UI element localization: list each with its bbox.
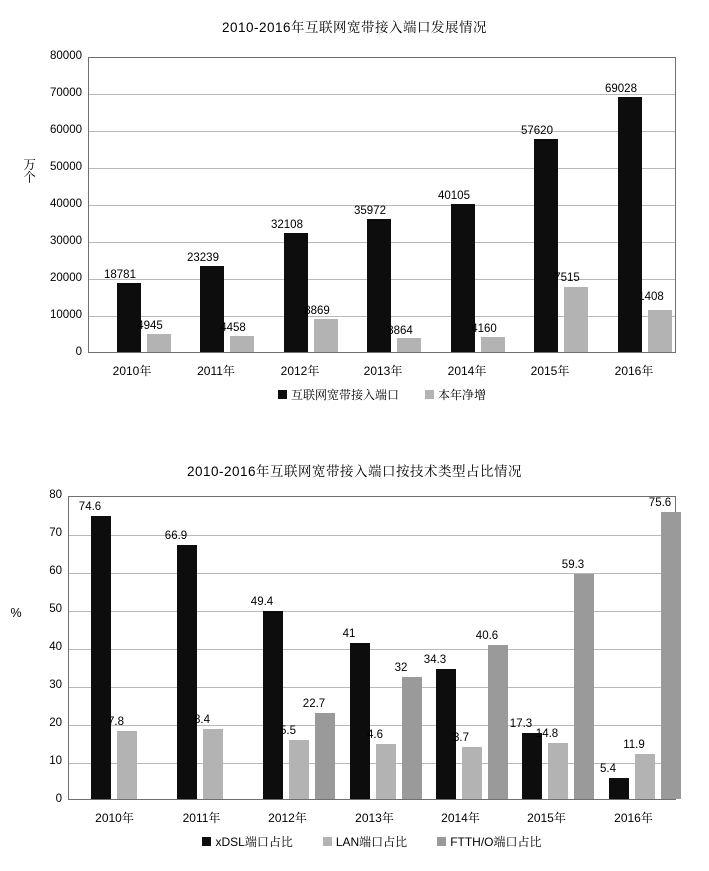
bar-ftth-2016 — [661, 512, 681, 799]
bar-series2-2015 — [564, 287, 588, 352]
legend-label: FTTH/O端口占比 — [450, 835, 542, 849]
chart-1-y-axis-title — [18, 158, 38, 186]
bar-series1-2012 — [284, 233, 308, 352]
xtick: 2014年 — [447, 364, 487, 378]
xtick: 2015年 — [530, 364, 570, 378]
xtick: 2016年 — [614, 811, 653, 825]
ytick: 60000 — [50, 124, 82, 136]
bar-lan-2013 — [376, 744, 396, 799]
legend-item-lan — [323, 833, 407, 850]
legend-swatch-icon — [323, 837, 332, 846]
data-label-series2-2014: 4160 — [471, 323, 497, 335]
ytick: 10 — [49, 755, 62, 767]
chart-1-legend — [88, 386, 676, 403]
ytick: 30 — [49, 679, 62, 691]
data-label-series2-2013: 3864 — [387, 325, 413, 337]
legend-label: 本年净增 — [438, 388, 487, 402]
ytick: 30000 — [50, 235, 82, 247]
data-label-lan-2014: 3.7 — [453, 732, 469, 744]
data-label-series1-2012: 32108 — [271, 219, 303, 231]
ytick: 20 — [49, 717, 62, 729]
bar-lan-2010 — [117, 731, 137, 799]
xtick: 2013年 — [363, 364, 403, 378]
gridline — [89, 131, 675, 132]
legend-label: 互联网宽带接入端口 — [290, 388, 399, 402]
data-label-lan-2011: 8.4 — [194, 714, 210, 726]
bar-lan-2014 — [462, 747, 482, 799]
bar-xdsl-2015 — [522, 733, 542, 799]
data-label-series1-2013: 35972 — [354, 205, 386, 217]
xtick: 2015年 — [527, 811, 566, 825]
bar-series2-2011 — [230, 336, 254, 352]
ytick: 80000 — [50, 50, 82, 62]
ytick: 40 — [49, 641, 62, 653]
bar-series1-2016 — [618, 97, 642, 352]
legend-swatch-icon — [202, 837, 211, 846]
data-label-lan-2016: 11.9 — [623, 739, 645, 751]
gridline — [89, 94, 675, 95]
legend-swatch-icon — [278, 390, 287, 399]
ytick: 70 — [49, 527, 62, 539]
bar-series2-2010 — [147, 334, 171, 352]
data-label-ftth-2015: 59.3 — [561, 559, 585, 571]
data-label-series1-2011: 23239 — [187, 252, 219, 264]
ytick: 80 — [49, 489, 62, 501]
data-label-ftth-2014: 40.6 — [475, 630, 499, 642]
chart-2-title: 2010-2016年互联网宽带接入端口按技术类型占比情况 — [186, 464, 523, 479]
legend-item-xdsl — [202, 833, 292, 850]
bar-lan-2011 — [203, 729, 223, 799]
xtick: 2014年 — [441, 811, 480, 825]
xtick: 2013年 — [355, 811, 394, 825]
ytick: 0 — [55, 793, 62, 805]
data-label-series2-2015: 7515 — [554, 272, 580, 284]
xtick: 2011年 — [197, 364, 235, 378]
bar-series2-2016 — [648, 310, 672, 352]
data-label-lan-2015: 14.8 — [535, 728, 559, 740]
data-label-series2-2010: 4945 — [137, 320, 163, 332]
ytick: 70000 — [50, 87, 82, 99]
data-label-series1-2010: 18781 — [104, 269, 136, 281]
data-label-series1-2014: 40105 — [438, 190, 470, 202]
legend-label: LAN端口占比 — [335, 835, 408, 849]
bar-lan-2012 — [289, 740, 309, 799]
bar-xdsl-2011 — [177, 545, 197, 799]
data-label-series2-2016: 1408 — [638, 291, 664, 303]
data-label-xdsl-2011: 66.9 — [164, 530, 188, 542]
bar-series2-2014 — [481, 337, 505, 352]
bar-series1-2010 — [117, 283, 141, 352]
gridline — [89, 168, 675, 169]
legend-swatch-icon — [425, 390, 434, 399]
ytick: 10000 — [50, 309, 82, 321]
bar-xdsl-2013 — [350, 643, 370, 799]
legend-item-ftth — [437, 833, 541, 850]
bar-lan-2015 — [548, 743, 568, 799]
data-label-series2-2012: 8869 — [304, 305, 330, 317]
chart-1 — [0, 0, 709, 420]
bar-xdsl-2012 — [263, 611, 283, 799]
chart-2-legend — [68, 833, 676, 850]
xtick: 2010年 — [112, 364, 152, 378]
data-label-series1-2015: 57620 — [521, 125, 553, 137]
data-label-xdsl-2010: 74.6 — [78, 501, 102, 513]
data-label-ftth-2012: 22.7 — [302, 698, 326, 710]
legend-item-series2 — [425, 386, 486, 403]
xtick: 2012年 — [268, 811, 307, 825]
data-label-lan-2013: 4.6 — [367, 729, 383, 741]
data-label-ftth-2013: 32 — [394, 662, 408, 674]
data-label-xdsl-2015: 17.3 — [509, 718, 533, 730]
ytick: 50000 — [50, 161, 82, 173]
ytick: 0 — [75, 346, 82, 358]
bar-series2-2013 — [397, 338, 421, 352]
xtick: 2010年 — [95, 811, 134, 825]
ytick: 40000 — [50, 198, 82, 210]
data-label-xdsl-2012: 49.4 — [250, 596, 274, 608]
data-label-xdsl-2016: 5.4 — [600, 763, 616, 775]
y-axis-title-text: 万个 — [21, 158, 36, 183]
bar-series1-2011 — [200, 266, 224, 352]
data-label-series1-2016: 69028 — [605, 83, 637, 95]
legend-label: xDSL端口占比 — [215, 835, 293, 849]
xtick: 2011年 — [182, 811, 221, 825]
xtick: 2016年 — [614, 364, 654, 378]
bar-xdsl-2010 — [91, 516, 111, 799]
data-label-lan-2010: 7.8 — [108, 716, 124, 728]
data-label-xdsl-2014: 34.3 — [423, 654, 447, 666]
chart-1-title: 2010-2016年互联网宽带接入端口发展情况 — [221, 20, 488, 35]
ytick: 50 — [49, 603, 62, 615]
data-label-lan-2012: 5.5 — [280, 725, 296, 737]
ytick: 60 — [49, 565, 62, 577]
chart-2 — [0, 448, 709, 871]
data-label-ftth-2016: 75.6 — [648, 497, 672, 509]
data-label-xdsl-2013: 41 — [342, 628, 356, 640]
bar-series1-2015 — [534, 139, 558, 352]
xtick: 2012年 — [280, 364, 320, 378]
bar-lan-2016 — [635, 754, 655, 799]
chart-2-y-axis-title: % — [10, 606, 22, 620]
ytick: 20000 — [50, 272, 82, 284]
bar-xdsl-2016 — [609, 778, 629, 799]
legend-item-series1 — [278, 386, 399, 403]
legend-swatch-icon — [437, 837, 446, 846]
data-label-series2-2011: 4458 — [220, 322, 246, 334]
bar-series2-2012 — [314, 319, 338, 352]
